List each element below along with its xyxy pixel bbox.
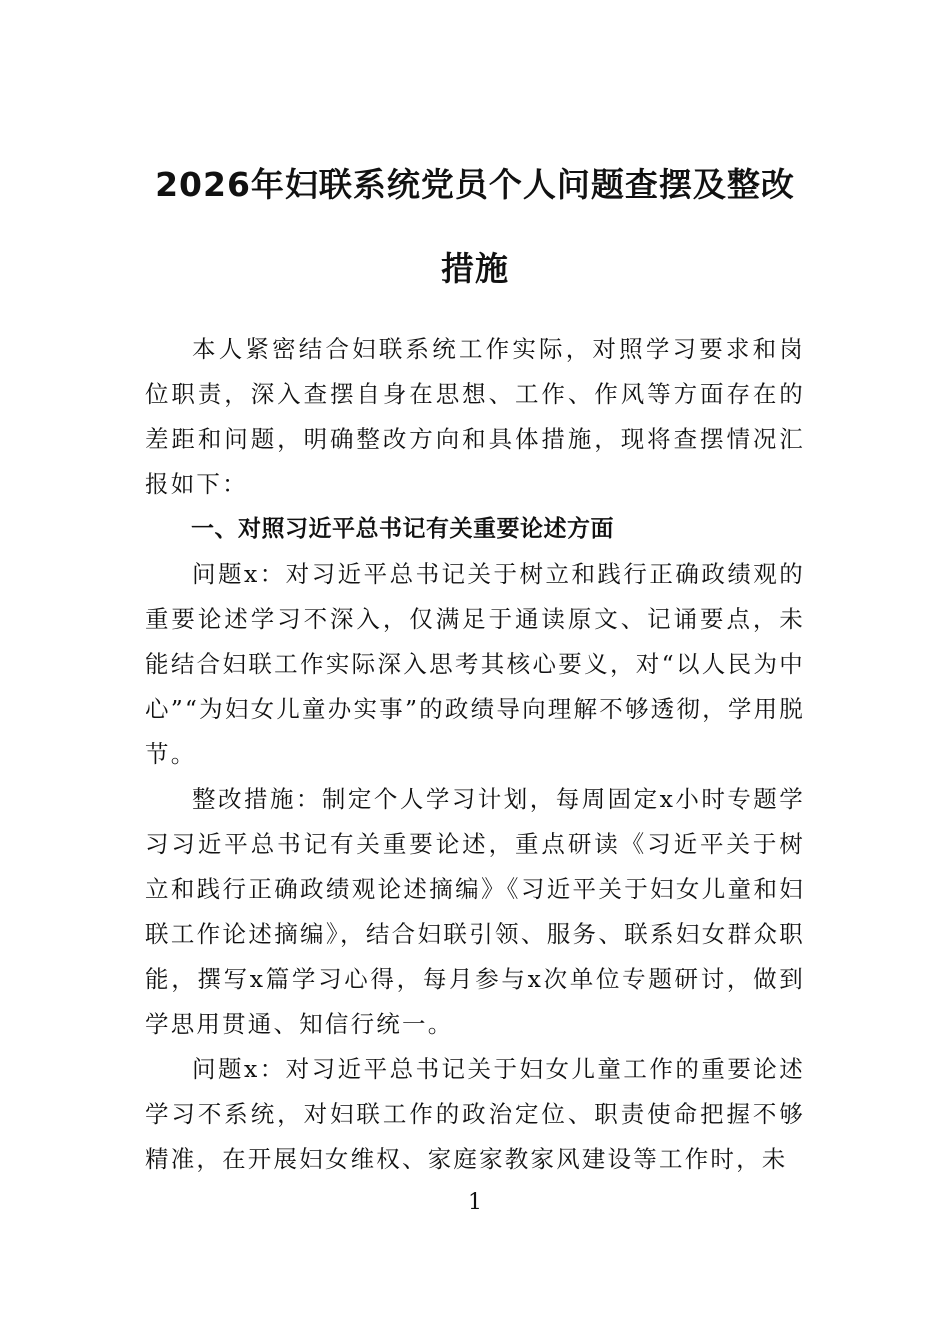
page-number: 1 [468,1190,482,1215]
intro-paragraph: 本人紧密结合妇联系统工作实际，对照学习要求和岗位职责，深入查摆自身在思想、工作、作风等方面存在的差距和问题，明确整改方向和具体措施，现将查摆情况汇报如下： [145,335,805,498]
document-title: 2026年妇联系统党员个人问题查摆及整改措施 [155,165,795,288]
document-body [145,327,805,1182]
problem-paragraph: 问题x：对习近平总书记关于妇女儿童工作的重要论述学习不系统，对妇联工作的政治定位、职责使命把握不够精准，在开展妇女维权、家庭家教家风建设等工作时，未 [145,1055,805,1173]
measure-paragraph: 整改措施：制定个人学习计划，每周固定x小时专题学习习近平总书记有关重要论述，重点研读《习近平关于树立和践行正确政绩观论述摘编》《习近平关于妇女儿童和妇联工作论述摘编》，结合妇联引领、服务、联系妇女群众职能，撰写x篇学习心得，每月参与x次单位专题研讨，做到学思用贯通、知信行统一。 [145,785,805,1038]
problem-paragraph: 问题x：对习近平总书记关于树立和践行正确政绩观的重要论述学习不深入，仅满足于通读原文、记诵要点，未能结合妇联工作实际深入思考其核心要义，对“以人民为中心”“为妇女儿童办实事”的政绩导向理解不够透彻，学用脱节。 [145,560,805,768]
section-heading: 一、对照习近平总书记有关重要论述方面 [191,516,614,542]
